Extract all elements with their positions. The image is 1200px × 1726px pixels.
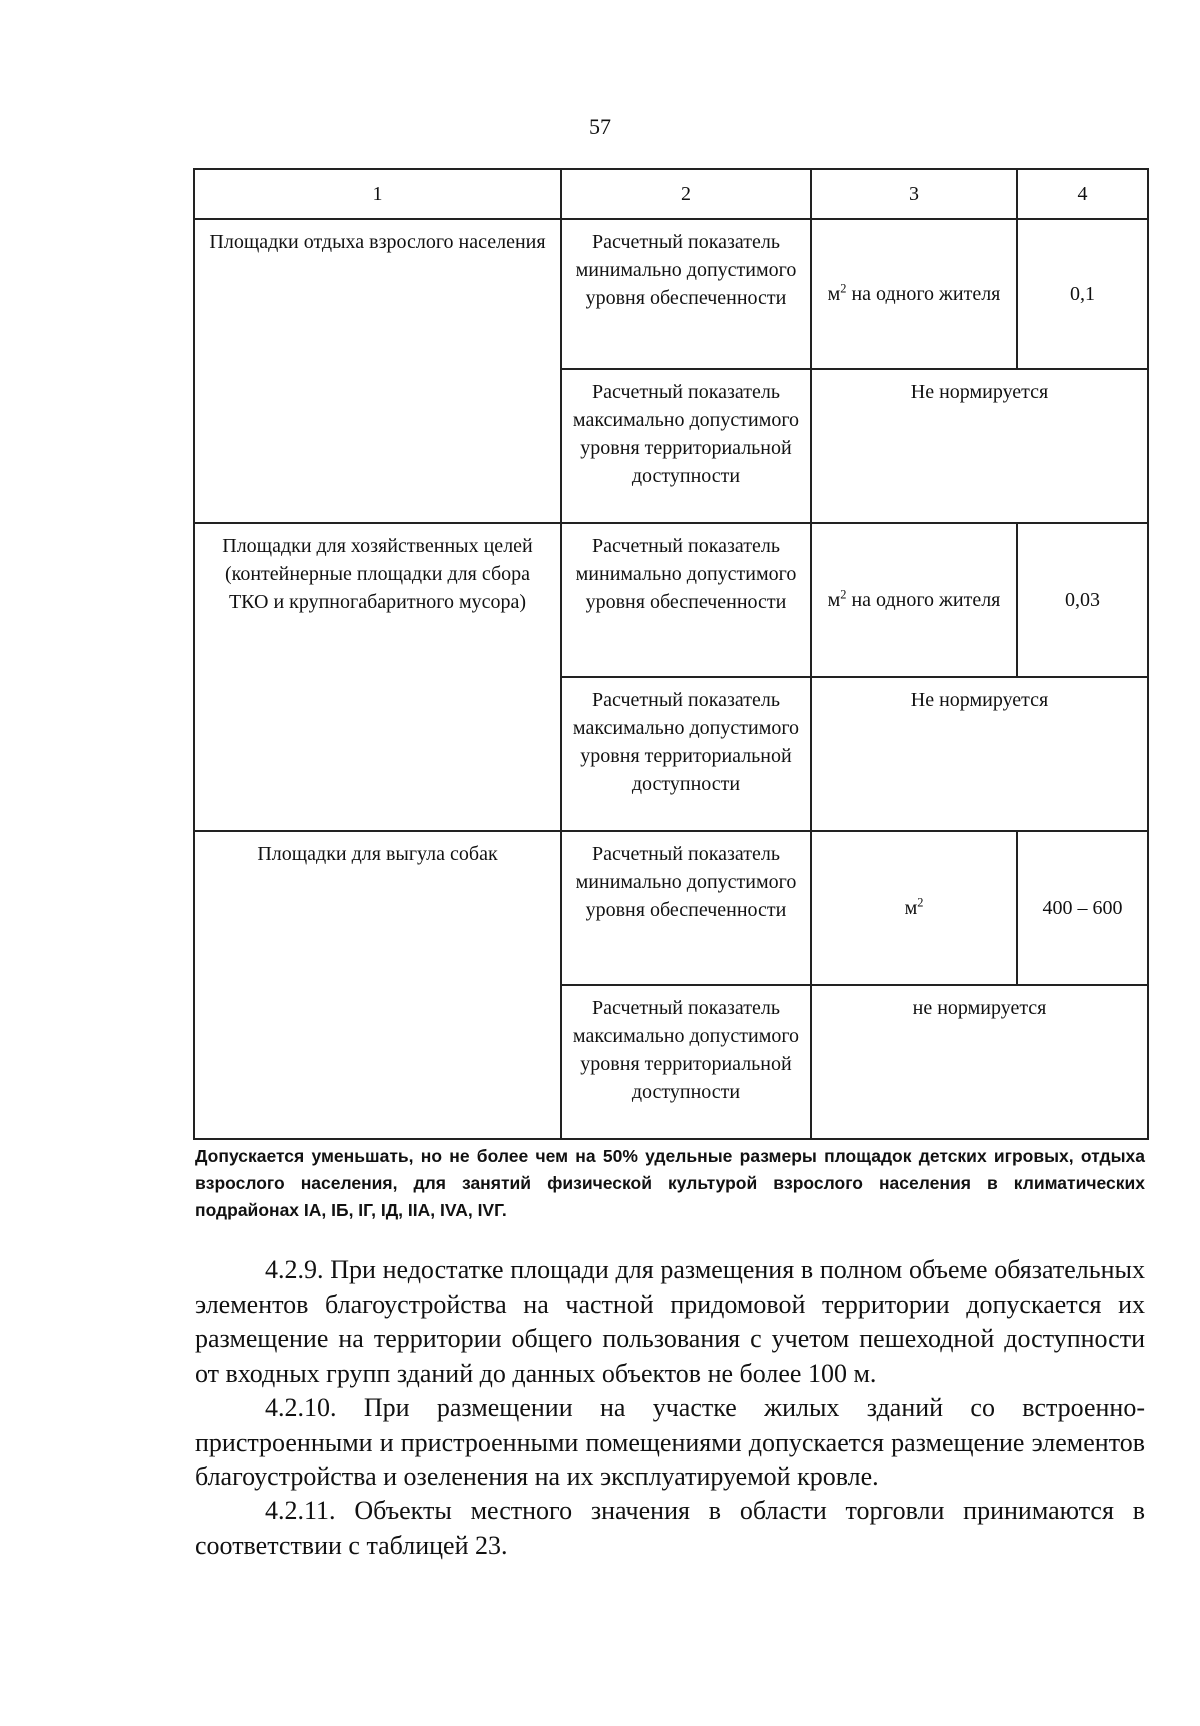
- paragraph-4-2-11: 4.2.11. Объекты местного значения в области торговли принимаются в соответствии с таблицей 23.: [195, 1496, 1145, 1560]
- indicator-cell: Расчетный показатель минимально допустимого уровня обеспеченности: [561, 219, 811, 369]
- object-cell: Площадки для выгула собак: [194, 831, 561, 1139]
- merged-value-cell: не нормируется: [811, 985, 1148, 1139]
- object-cell: Площадки для хозяйственных целей (контейнерные площадки для сбора ТКО и крупногабаритного мусора): [194, 523, 561, 831]
- object-cell: Площадки отдыха взрослого населения: [194, 219, 561, 523]
- unit-base: м: [827, 283, 841, 305]
- value-cell: 0,03: [1017, 523, 1148, 677]
- indicator-cell: Расчетный показатель минимально допустимого уровня обеспеченности: [561, 831, 811, 985]
- table-row: [194, 219, 1148, 369]
- unit-cell: [811, 219, 1017, 369]
- unit-rest: на одного жителя: [846, 283, 1001, 305]
- paragraph-4-2-10: 4.2.10. При размещении на участке жилых зданий со встроенно-пристроенными и пристроенными помещениями допускается размещение элементов благоустройства и озеленения на их эксплуатируемой кровле.: [195, 1393, 1145, 1491]
- indicator-cell: Расчетный показатель максимально допустимого уровня территориальной доступности: [561, 677, 811, 831]
- indicator-cell: Расчетный показатель максимально допустимого уровня территориальной доступности: [561, 985, 811, 1139]
- indicator-cell: Расчетный показатель минимально допустимого уровня обеспеченности: [561, 523, 811, 677]
- merged-value-cell: Не нормируется: [811, 677, 1148, 831]
- unit-base: м: [827, 589, 841, 611]
- paragraph-4-2-9: 4.2.9. При недостатке площади для размещения в полном объеме обязательных элементов благоустройства на частной придомовой территории допускается их размещение на территории общего пользования с учетом пешеходной доступности от входных групп зданий до данных объектов не более 100 м.: [195, 1255, 1145, 1388]
- value-cell: 0,1: [1017, 219, 1148, 369]
- indicator-cell: Расчетный показатель максимально допустимого уровня территориальной доступности: [561, 369, 811, 523]
- value-cell: 400 – 600: [1017, 831, 1148, 985]
- table-note: Допускается уменьшать, но не более чем на 50% удельные размеры площадок детских игровых, отдыха взрослого населения, для занятий физической культурой взрослого населения в климатических подрайонах IA, IБ, IГ, IД, IIA, IVA, IVГ.: [195, 1146, 1145, 1220]
- column-header: 2: [561, 169, 811, 219]
- table-header-row: [194, 169, 1148, 219]
- unit-cell: [811, 831, 1017, 985]
- unit-exponent: 2: [917, 895, 924, 910]
- column-header: 4: [1017, 169, 1148, 219]
- table-row: [194, 831, 1148, 985]
- unit-exponent: 2: [840, 281, 847, 296]
- unit-cell: [811, 523, 1017, 677]
- column-header: 3: [811, 169, 1017, 219]
- page-number: 57: [589, 114, 611, 139]
- norms-table: [193, 168, 1149, 1140]
- unit-base: м: [904, 897, 918, 919]
- table-row: [194, 523, 1148, 677]
- column-header: 1: [194, 169, 561, 219]
- merged-value-cell: Не нормируется: [811, 369, 1148, 523]
- unit-exponent: 2: [840, 587, 847, 602]
- unit-rest: на одного жителя: [846, 589, 1001, 611]
